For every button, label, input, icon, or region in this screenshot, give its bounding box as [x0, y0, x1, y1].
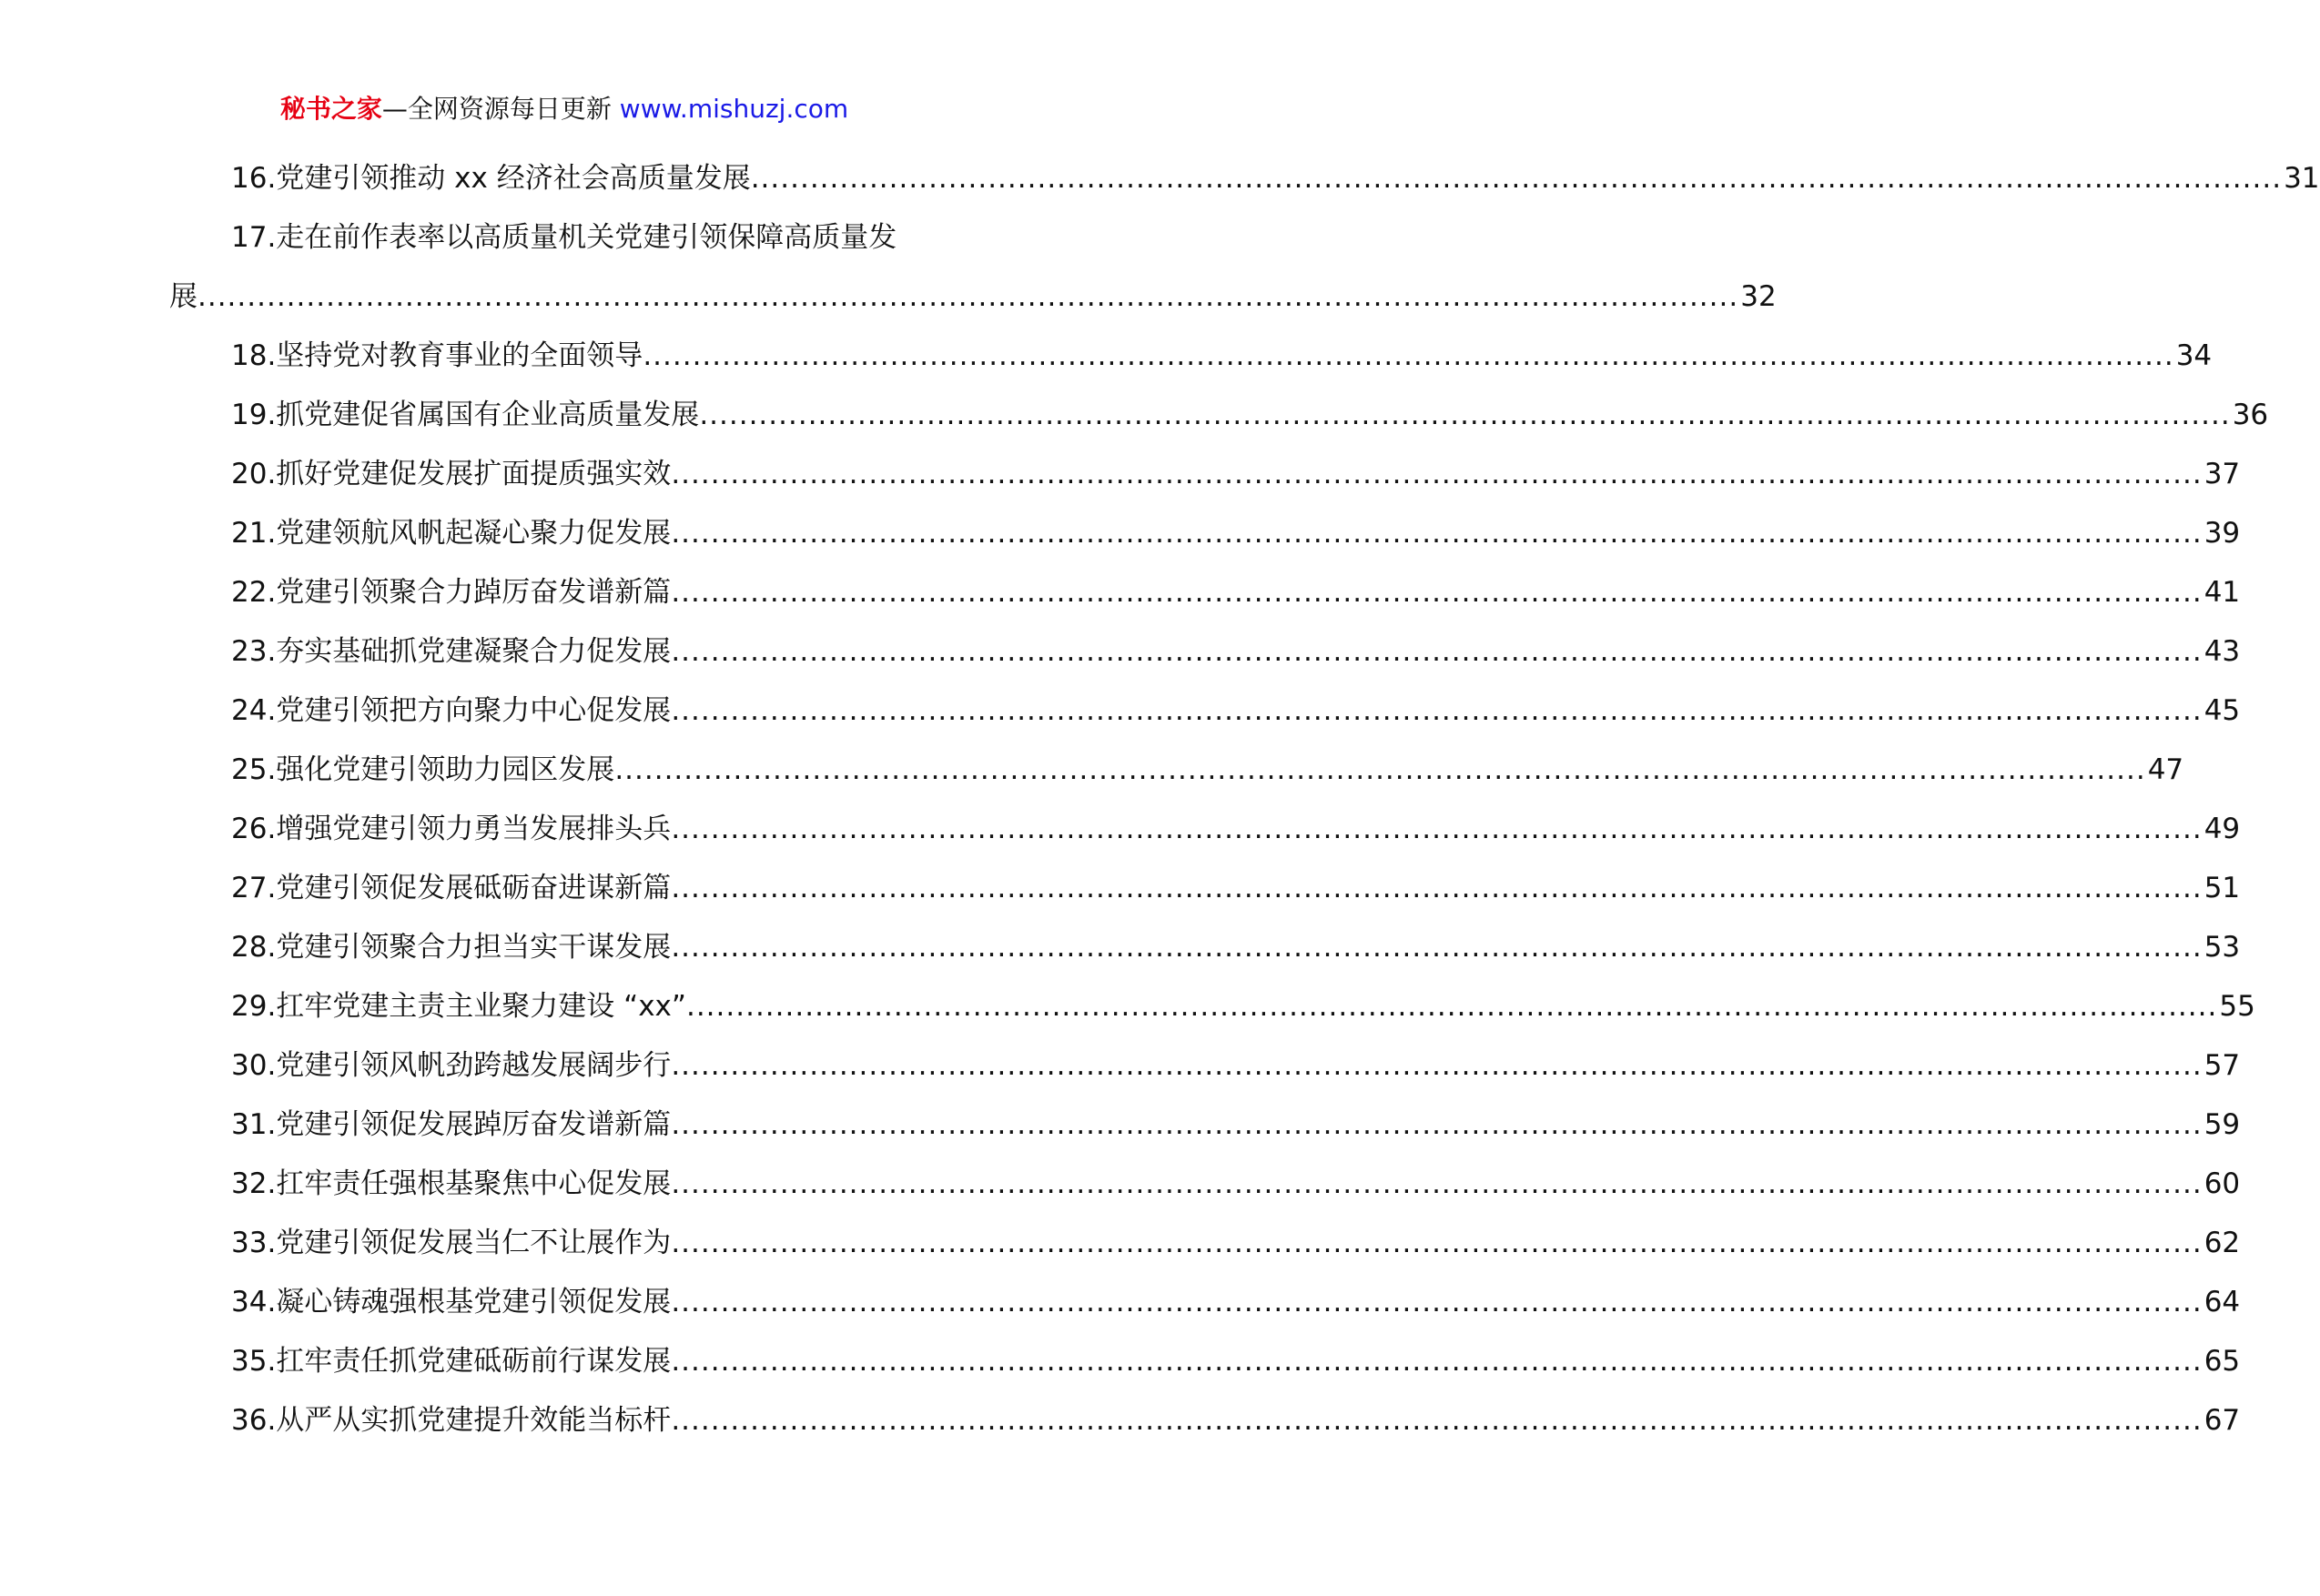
toc-page-number: 59: [2203, 1108, 2241, 1141]
toc-page-number: 37: [2203, 458, 2241, 490]
toc-entry-title: 32.扛牢责任强根基聚焦中心促发展: [231, 1167, 672, 1200]
toc-page-number: 36: [2232, 399, 2269, 431]
toc-page-number: 55: [2219, 990, 2255, 1023]
toc-leader-dots: [671, 1273, 2202, 1332]
toc-entry[interactable]: [169, 1332, 2241, 1391]
toc-leader-dots: ............................................................................................................................................................: [198, 280, 1739, 313]
toc-entry[interactable]: [169, 327, 2213, 386]
toc-entry[interactable]: [169, 682, 2241, 741]
toc-leader-dots: [671, 504, 2202, 563]
toc-entry-title: 19.抓党建促省属国有企业高质量发展: [231, 399, 700, 431]
toc-entry-title: 27.党建引领促发展砥砺奋进谋新篇: [231, 872, 672, 904]
toc-entry-title: 17.走在前作表率以高质量机关党建引领保障高质量发: [231, 221, 897, 254]
toc-leader-dots: [751, 149, 2282, 208]
toc-entry[interactable]: [169, 741, 2184, 800]
toc-page-number: 57: [2203, 1049, 2241, 1082]
toc-page-number: 47: [2147, 753, 2184, 786]
toc-leader-dots: [671, 622, 2202, 682]
toc-page-number: 43: [2203, 635, 2241, 668]
toc-page-number: 67: [2203, 1404, 2241, 1437]
toc-entry[interactable]: [169, 1214, 2241, 1273]
toc-page-number: 31: [2284, 162, 2320, 195]
toc-entry[interactable]: [169, 1036, 2241, 1096]
page-header: [0, 91, 1129, 127]
toc-entry[interactable]: [169, 1155, 2241, 1214]
toc-entry-title: 25.强化党建引领助力园区发展: [231, 753, 615, 786]
toc-leader-dots: [671, 800, 2202, 859]
toc-entry-title: 34.凝心铸魂强根基党建引领促发展: [231, 1286, 672, 1318]
toc-leader-dots: [671, 445, 2202, 504]
toc-page-number: 53: [2203, 931, 2241, 964]
toc-leader-dots: [671, 1155, 2202, 1214]
toc-entry-title: 20.抓好党建促发展扩面提质强实效: [231, 458, 672, 490]
toc-entry[interactable]: [169, 1391, 2241, 1450]
toc-entry-title: 21.党建领航风帆起凝心聚力促发展: [231, 517, 672, 550]
toc-entry-title: 29.扛牢党建主责主业聚力建设 “xx”: [231, 990, 686, 1023]
toc-entry-title: 24.党建引领把方向聚力中心促发展: [231, 694, 672, 727]
toc-leader-dots: [686, 977, 2217, 1036]
toc-entry-title: 18.坚持党对教育事业的全面领导: [231, 339, 643, 372]
table-of-contents: [169, 149, 2320, 1450]
toc-leader-dots: [671, 682, 2202, 741]
toc-leader-dots: [643, 327, 2173, 386]
toc-page-number: 45: [2203, 694, 2241, 727]
toc-page-number: 49: [2203, 813, 2241, 845]
toc-entry[interactable]: [169, 859, 2241, 918]
toc-entry-title: 26.增强党建引领力勇当发展排头兵: [231, 813, 672, 845]
toc-entry[interactable]: [169, 1096, 2241, 1155]
brand-name: 秘书之家: [279, 94, 382, 124]
toc-leader-dots: [699, 386, 2230, 445]
header-url-link[interactable]: www.mishuzj.com: [619, 94, 849, 124]
toc-leader-dots: [671, 1332, 2202, 1391]
toc-entry-title-continued: 展: [169, 280, 198, 313]
toc-entry[interactable]: [169, 445, 2241, 504]
toc-leader-dots: [671, 1214, 2202, 1273]
toc-page-number: 51: [2203, 872, 2241, 904]
toc-entry-title: 33.党建引领促发展当仁不让展作为: [231, 1227, 672, 1259]
toc-leader-dots: [671, 859, 2202, 918]
toc-leader-dots: [671, 563, 2202, 622]
toc-page-number: 34: [2175, 339, 2213, 372]
toc-page-number: 60: [2203, 1167, 2241, 1200]
toc-entry-title: 23.夯实基础抓党建凝聚合力促发展: [231, 635, 672, 668]
toc-page-number: 65: [2203, 1345, 2241, 1378]
toc-entry[interactable]: [169, 208, 1777, 327]
toc-entry-title: 28.党建引领聚合力担当实干谋发展: [231, 931, 672, 964]
toc-entry-title: 31.党建引领促发展踔厉奋发谱新篇: [231, 1108, 672, 1141]
toc-entry-title: 36.从严从实抓党建提升效能当标杆: [231, 1404, 672, 1437]
toc-entry[interactable]: [169, 622, 2241, 682]
toc-entry[interactable]: [169, 386, 2269, 445]
toc-entry-title: 16.党建引领推动 xx 经济社会高质量发展: [231, 162, 751, 195]
toc-page-number: 41: [2203, 576, 2241, 609]
toc-entry[interactable]: [169, 1273, 2241, 1332]
toc-entry-title: 30.党建引领风帆劲跨越发展阔步行: [231, 1049, 672, 1082]
toc-entry[interactable]: [169, 977, 2255, 1036]
toc-entry[interactable]: [169, 563, 2241, 622]
toc-page-number: 64: [2203, 1286, 2241, 1318]
toc-page-number: 62: [2203, 1227, 2241, 1259]
toc-entry-continuation: [169, 268, 1777, 327]
toc-entry-title: 35.扛牢责任抓党建砥砺前行谋发展: [231, 1345, 672, 1378]
toc-page-number: 39: [2203, 517, 2241, 550]
toc-leader-dots: [671, 1096, 2202, 1155]
toc-entry[interactable]: [169, 800, 2241, 859]
toc-leader-dots: [671, 918, 2202, 977]
toc-leader-dots: [614, 741, 2145, 800]
toc-leader-dots: [671, 1391, 2202, 1450]
toc-leader-dots: [671, 1036, 2202, 1096]
toc-entry[interactable]: [169, 918, 2241, 977]
header-slogan: —全网资源每日更新: [381, 94, 612, 124]
toc-entry[interactable]: [169, 504, 2241, 563]
toc-entry[interactable]: [169, 149, 2320, 208]
toc-entry-title: 22.党建引领聚合力踔厉奋发谱新篇: [231, 576, 672, 609]
toc-page-number: 32: [1740, 280, 1777, 313]
